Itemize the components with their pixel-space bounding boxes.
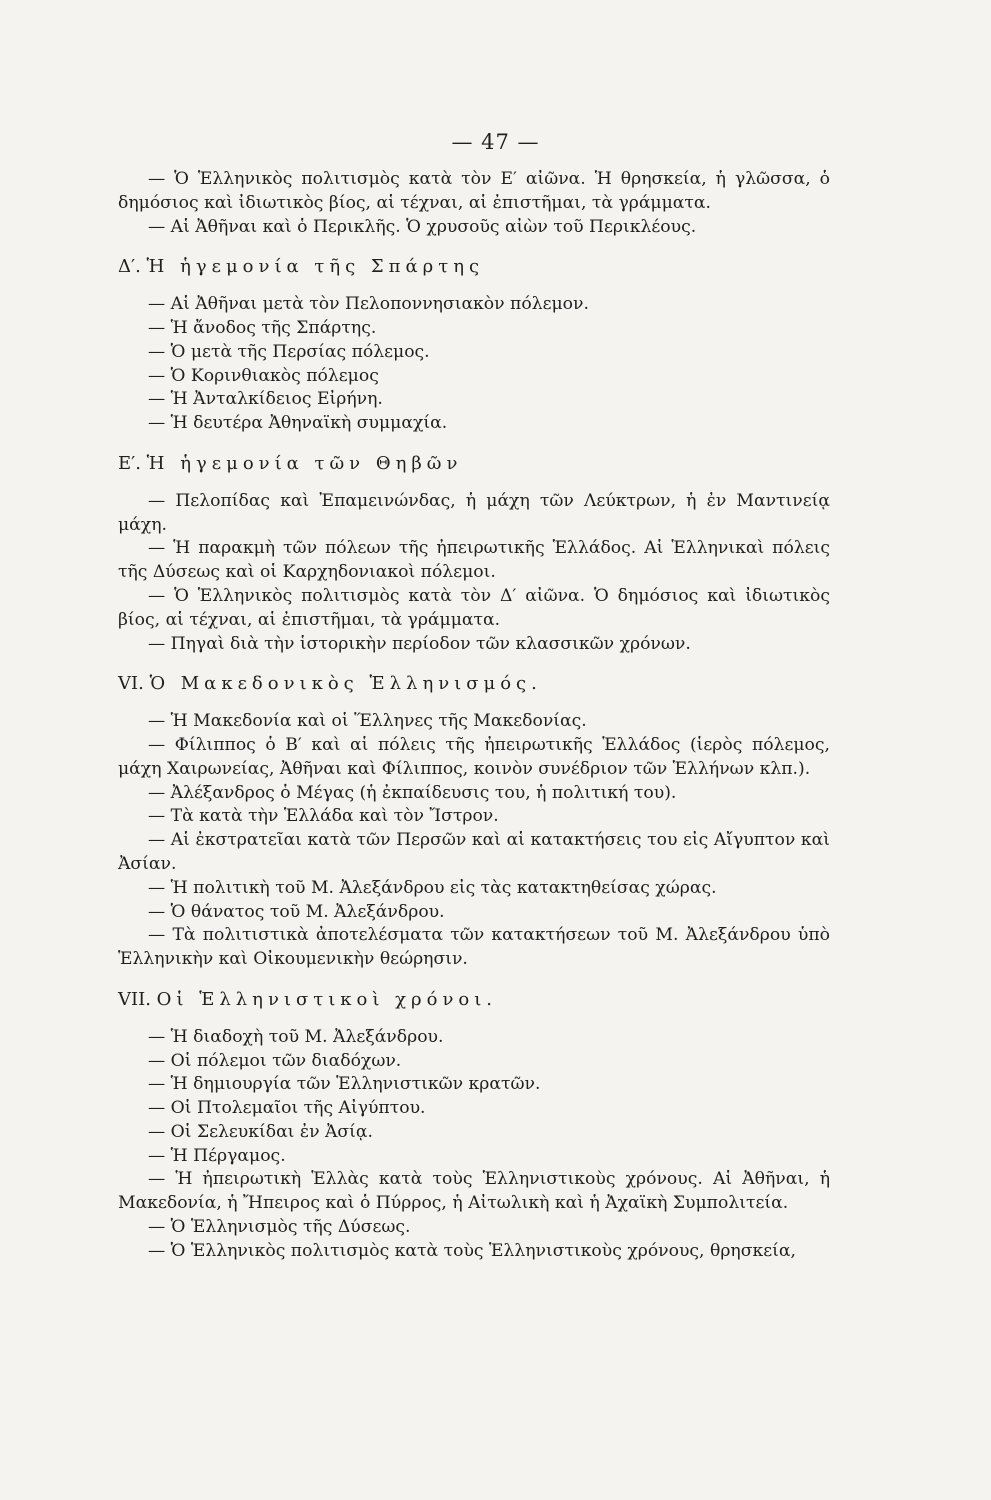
list-item: — Οἱ πόλεμοι τῶν διαδόχων. [148,1050,402,1071]
list-item: — Οἱ Πτολεμαῖοι τῆς Αἰγύπτου. [148,1098,426,1119]
list-item: — Οἱ Σελευκίδαι ἐν Ἀσίᾳ. [148,1121,373,1142]
section-number: VI. [118,673,150,695]
list-item: — Πηγαὶ διὰ τὴν ἱστορικὴν περίοδον τῶν κλασσικῶν χρόνων. [148,633,691,654]
list-item: — Τὰ πολιτιστικὰ ἀποτελέσματα τῶν κατακτήσεων τοῦ Μ. Ἀλεξάνδρου ὑπὸ Ἑλληνικὴν καὶ Οἰκουμενικὴν θεώρησιν. [118,925,830,970]
list-item: — Ἡ Ἀνταλκίδειος Εἰρήνη. [148,389,383,410]
list-item: — Ἀλέξανδρος ὁ Μέγας (ἡ ἐκπαίδευσις του, ἡ πολιτική του). [148,782,677,803]
list-item: — Ὁ Ἑλληνικὸς πολιτισμὸς κατὰ τὸν Δ′ αἰῶνα. Ὁ δημόσιος καὶ ἰδιωτικὸς βίος, αἱ τέχναι, αἱ ἐπιστῆμαι, τὰ γράμματα. [118,585,830,630]
page-content [118,168,830,1264]
paragraph: — Ὁ Ἑλληνικὸς πολιτισμὸς κατὰ τὸν Ε′ αἰῶνα. Ἡ θρησκεία, ἡ γλῶσσα, ὁ δημόσιος καὶ ἰδιωτικὸς βίος, αἱ τέχναι, αἱ ἐπιστῆμαι, τὰ γράμματα. [118,169,830,213]
list-item: — Ὁ Ἑλληνικὸς πολιτισμὸς κατὰ τοὺς Ἑλληνιστικοὺς χρόνους, θρησκεία, [148,1240,796,1261]
list-item: — Ἡ δευτέρα Ἀθηναϊκὴ συμμαχία. [148,413,448,434]
list-item: — Φίλιππος ὁ Β′ καὶ αἱ πόλεις τῆς ἠπειρωτικῆς Ἑλλάδος (ἱερὸς πόλεμος, μάχη Χαιρωνείας, Ἀθῆναι καὶ Φίλιππος, κοινὸν συνέδριον τῶν Ἑλλήνων κλπ.). [118,734,830,779]
list-item: — Ἡ Πέργαμος. [148,1145,286,1166]
list-item: — Ἡ ἄνοδος τῆς Σπάρτης. [148,317,377,338]
section-heading-vii [118,988,830,1012]
section-number: Δ′. [118,256,147,278]
list-item: — Αἱ Ἀθῆναι μετὰ τὸν Πελοποννησιακὸν πόλεμον. [148,294,589,315]
list-item: — Αἱ ἐκστρατεῖαι κατὰ τῶν Περσῶν καὶ αἱ κατακτήσεις του εἰς Αἴγυπτον καὶ Ἀσίαν. [118,830,830,874]
list-item: — Ἡ ἠπειρωτικὴ Ἑλλὰς κατὰ τοὺς Ἑλληνιστικοὺς χρόνους. Αἱ Ἀθῆναι, ἡ Μακεδονία, ἡ Ἤπειρος καὶ ὁ Πύρρος, ἡ Αἰτωλικὴ καὶ ἡ Ἀχαϊκὴ Συμπολιτεία. [118,1169,830,1214]
list-item: — Ἡ Μακεδονία καὶ οἱ Ἕλληνες τῆς Μακεδονίας. [148,711,587,732]
section-title: Ἡ ἡγεμονία τῆς Σπάρτης [146,256,485,278]
section-heading-d [118,255,830,279]
section-title: Ἡ ἡγεμονία τῶν Θηβῶν [146,452,463,474]
page-number: — 47 — [451,130,540,154]
list-item: — Πελοπίδας καὶ Ἐπαμεινώνδας, ἡ μάχη τῶν Λεύκτρων, ἡ ἐν Μαντινείᾳ μάχη. [118,490,830,535]
section-title: Οἱ Ἑλληνιστικοὶ χρόνοι. [156,988,498,1010]
section-heading-vi [118,672,830,696]
list-item: — Ὁ μετὰ τῆς Περσίας πόλεμος. [148,341,430,362]
section-title: Ὁ Μακεδονικὸς Ἑλληνισμός. [149,673,542,695]
list-item: — Ὁ Ἑλληνισμὸς τῆς Δύσεως. [148,1217,411,1238]
list-item: — Ἡ πολιτικὴ τοῦ Μ. Ἀλεξάνδρου εἰς τὰς κατακτηθείσας χώρας. [148,877,717,898]
list-item: — Ἡ δημιουργία τῶν Ἑλληνιστικῶν κρατῶν. [148,1074,541,1095]
section-number: Ε′. [118,452,147,474]
paragraph: — Αἱ Ἀθῆναι καὶ ὁ Περικλῆς. Ὁ χρυσοῦς αἰὼν τοῦ Περικλέους. [148,216,697,237]
list-item: — Ὁ Κορινθιακὸς πόλεμος [148,365,379,386]
list-item: — Ἡ διαδοχὴ τοῦ Μ. Ἀλεξάνδρου. [148,1026,444,1047]
list-item: — Ὁ θάνατος τοῦ Μ. Ἀλεξάνδρου. [148,901,445,922]
list-item: — Τὰ κατὰ τὴν Ἑλλάδα καὶ τὸν Ἴστρον. [148,806,499,827]
section-number: VII. [118,988,157,1010]
section-heading-e [118,452,830,476]
list-item: — Ἡ παρακμὴ τῶν πόλεων τῆς ἠπειρωτικῆς Ἑλλάδος. Αἱ Ἑλληνικαὶ πόλεις τῆς Δύσεως καὶ οἱ Καρχηδονιακοὶ πόλεμοι. [118,538,830,583]
